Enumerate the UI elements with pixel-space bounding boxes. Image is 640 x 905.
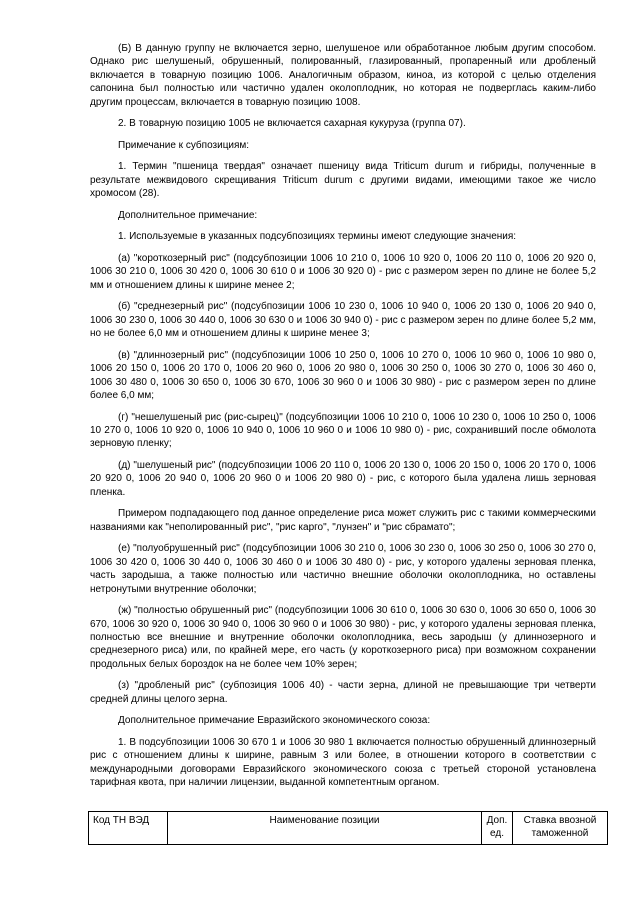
paragraph-terms-intro: 1. Используемые в указанных подсубпозициях термины имеют следующие значения:	[118, 231, 517, 243]
document-body	[90, 42, 596, 798]
paragraph-note-2: 2. В товарную позицию 1005 не включается сахарная кукуруза (группа 07).	[118, 118, 466, 130]
paragraph-term-a: (а) "короткозерный рис" (подсубпозиции 1006 10 210 0, 1006 10 920 0, 1006 20 110 0, 1006 20 920 0, 1006 30 210 0, 1006 30 420 0, 1006 30 610 0 и 1006 30 920 0) - рис с размером зерен по длине не более 5,2 мм и отношением длины к ширине менее 2;	[90, 253, 596, 291]
paragraph-term-b: (б) "среднезерный рис" (подсубпозиции 1006 10 230 0, 1006 10 940 0, 1006 20 130 0, 1006 20 940 0, 1006 30 230 0, 1006 30 440 0, 1006 30 630 0 и 1006 30 940 0) - рис с размером зерен по длине более 5,2 мм, но не более 6,0 мм и отношением длины к ширине менее 3;	[90, 301, 596, 340]
subheading-subposition-notes: Примечание к субпозициям:	[118, 139, 250, 151]
paragraph-term-g: (г) "нешелушеный рис (рис-сырец)" (подсубпозиции 1006 10 210 0, 1006 10 230 0, 1006 10 250 0, 1006 10 270 0, 1006 10 920 0, 1006 10 940 0, 1006 10 960 0 и 1006 10 980 0) - рис, сохранивший после обмолота зерновую пленку;	[90, 411, 596, 450]
paragraph-term-v: (в) "длиннозерный рис" (подсубпозиции 1006 10 250 0, 1006 10 270 0, 1006 10 960 0, 1006 10 980 0, 1006 20 150 0, 1006 20 170 0, 1006 20 960 0, 1006 20 980 0, 1006 30 250 0, 1006 30 270 0, 1006 30 460 0, 1006 30 480 0, 1006 30 650 0, 1006 30 670, 1006 30 960 0 и 1006 30 980) - рис с размером зерен по длине более 6,0 мм;	[90, 349, 596, 402]
subheading-eaeu-note: Дополнительное примечание Евразийского экономического союза:	[118, 715, 431, 727]
paragraph-durum-wheat: 1. Термин "пшеница твердая" означает пшеницу вида Triticum durum и гибриды, полученные в результате межвидового скрещивания Triticum durum с другими видами, имеющими такое же число хромосом (28).	[90, 161, 596, 200]
paragraph-term-d: (д) "шелушеный рис" (подсубпозиции 1006 20 110 0, 1006 20 130 0, 1006 20 150 0, 1006 20 170 0, 1006 20 920 0, 1006 20 940 0, 1006 20 960 0 и 1006 20 980 0) - рис, с которого была удалена лишь зерновая пленка.	[90, 460, 596, 498]
paragraph-eaeu-note-1: 1. В подсубпозиции 1006 30 670 1 и 1006 30 980 1 включается полностью обрушенный длиннозерный рис с отношением длины к ширине, равным 3 или более, в отношении которого в соответствии с международными договорами Евразийского экономического союза с третьей стороной установлена тарифная квота, при наличии лицензии, выданной компетентным органом.	[90, 737, 596, 789]
subheading-additional-note: Дополнительное примечание:	[118, 209, 258, 221]
column-header-rate: Ставка ввозной таможенной	[513, 812, 608, 845]
paragraph-term-z: (з) "дробленый рис" (субпозиция 1006 40) - части зерна, длиной не превышающие три четверти средней длины целого зерна.	[90, 680, 596, 705]
paragraph-example: Примером подпадающего под данное определение риса может служить рис с такими коммерческими названиями как "неполированный рис", "рис карго", "лунзен" и "рис сбрамато";	[90, 508, 596, 533]
column-header-unit: Доп. ед.	[482, 812, 513, 845]
paragraph-group-b: (Б) В данную группу не включается зерно, шелушеное или обработанное любым другим способом. Однако рис шелушеный, обрушенный, полированный, глазированный, пропаренный или дробленый включается в товарную позицию 1006. Аналогичным образом, киноа, из которой с целью отделения сапонина был полностью или частично удален околоплодник, но которая не подверглась каким-либо другим процессам, включается в товарную позицию 1008.	[90, 43, 596, 108]
column-header-code: Код ТН ВЭД	[89, 812, 168, 845]
paragraph-term-zh: (ж) "полностью обрушенный рис" (подсубпозиции 1006 30 610 0, 1006 30 630 0, 1006 30 650 0, 1006 30 670, 1006 30 920 0, 1006 30 940 0, 1006 30 960 0 и 1006 30 980) - рис, у которого удалены зерновая пленка, полностью все внешние и внутренние оболочки околоплодника, весь зародыш (у длиннозерного и среднезерного риса) или, по крайней мере, его часть (у короткозерного риса) при возможном сохранении продольных белых бороздок на не более чем 10% зерен;	[90, 605, 596, 670]
table-header-row	[89, 812, 608, 845]
tariff-table-header	[88, 811, 608, 845]
paragraph-term-e: (е) "полуобрушенный рис" (подсубпозиции 1006 30 210 0, 1006 30 230 0, 1006 30 250 0, 1006 30 270 0, 1006 30 420 0, 1006 30 440 0, 1006 30 460 0 и 1006 30 480 0) - рис, у которого удалены зерновая пленка, часть зародыша, а также полностью или частично внешние оболочки околоплодника, но оставлены нетронутыми внутренние оболочки;	[90, 543, 596, 595]
column-header-name: Наименование позиции	[168, 812, 482, 845]
